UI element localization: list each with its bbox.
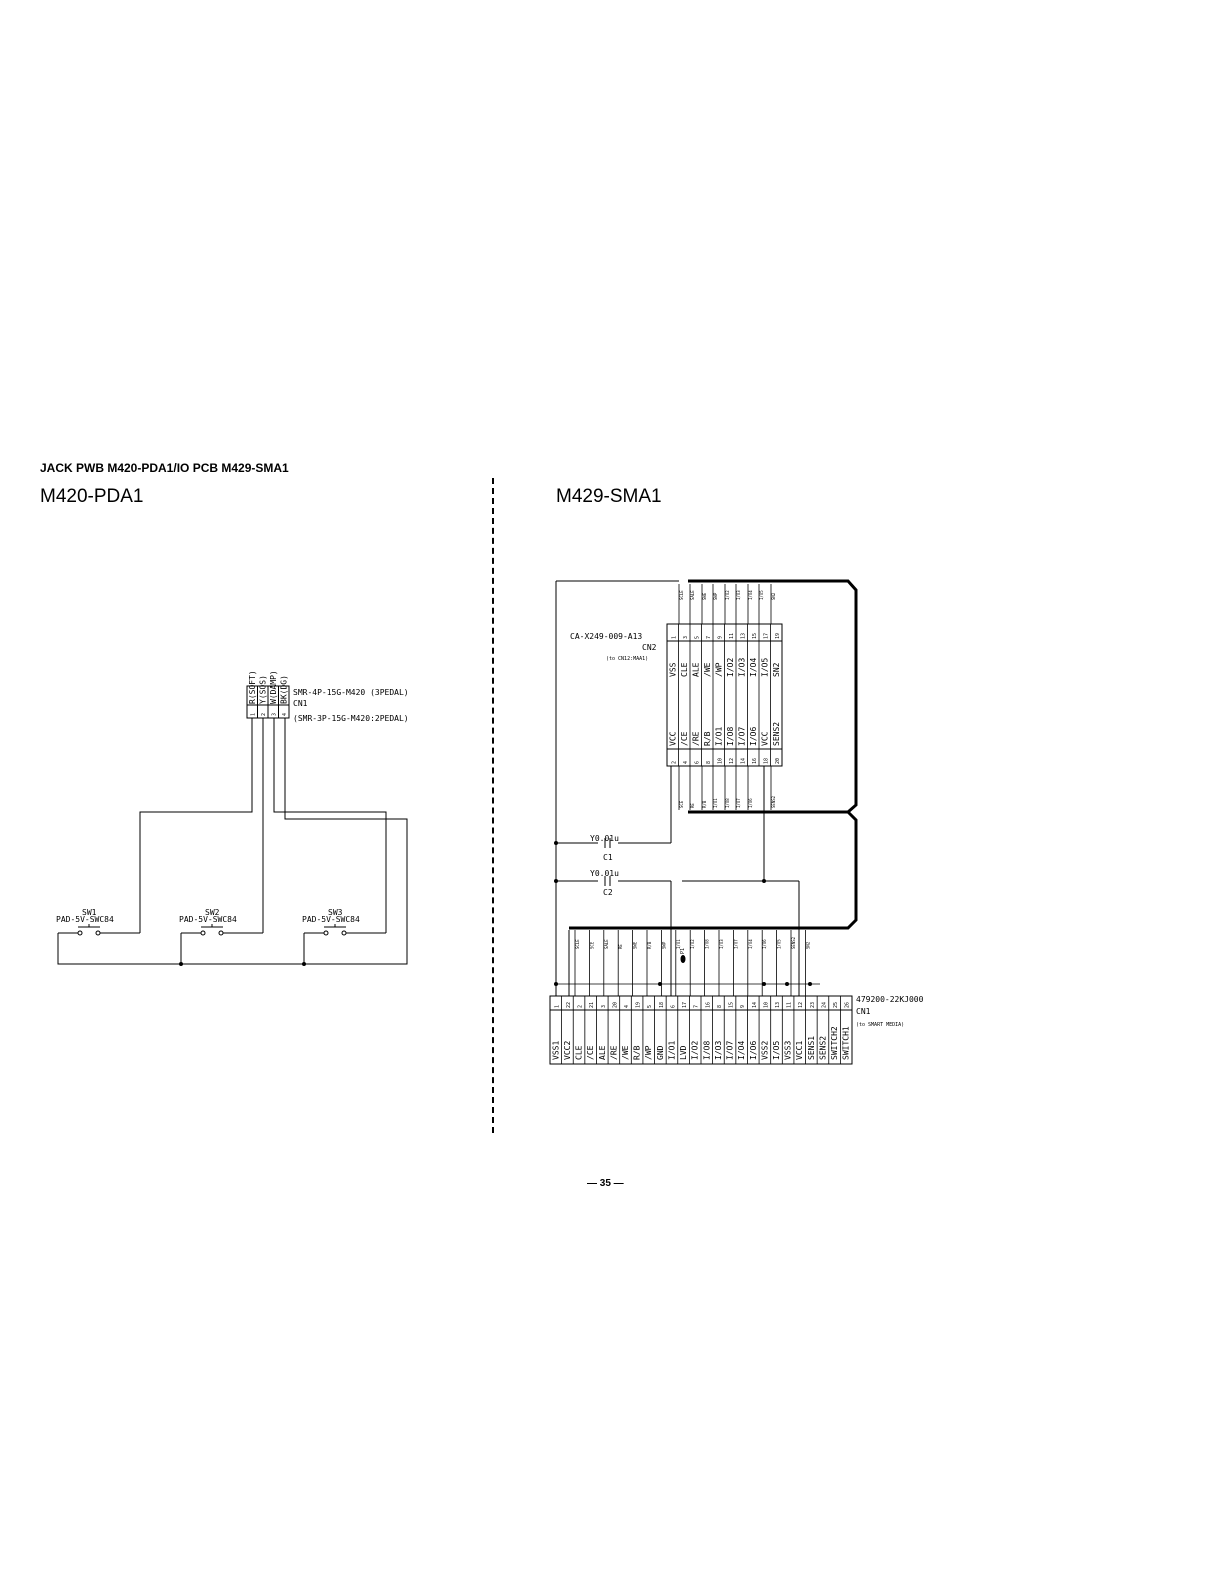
cn1-pin-label: /WP bbox=[644, 1045, 654, 1060]
cn2-bottom-net-label: I/O1 bbox=[713, 798, 718, 808]
cn1-net-label: SENS2 bbox=[791, 936, 796, 949]
left-cn1-alt-part: (SMR-3P-15G-M420:2PEDAL) bbox=[293, 714, 409, 723]
left-section-title: M420-PDA1 bbox=[40, 486, 144, 507]
cn2-bottom-pin-label: R/B bbox=[702, 731, 712, 746]
cn1-pin-num: 10 bbox=[763, 1001, 770, 1008]
probe-p1-label: P1 bbox=[680, 947, 686, 954]
sw2-ref: SW2 bbox=[205, 908, 220, 917]
sw3-ref: SW3 bbox=[328, 908, 343, 917]
cn1-pin-label: I/O5 bbox=[772, 1040, 781, 1060]
cn1-pin-num: 2 bbox=[577, 1004, 584, 1008]
c2-ref: C2 bbox=[603, 888, 613, 897]
cn1-net-label: I/O7 bbox=[733, 939, 739, 949]
cn2-top-pin-num: 7 bbox=[705, 635, 712, 639]
cn2-bottom-net-label: I/O6 bbox=[748, 798, 753, 808]
cn1-net-label: I/O5 bbox=[776, 939, 782, 949]
cn1-pin-label: GND bbox=[655, 1045, 665, 1060]
cn1-pin-num: 18 bbox=[658, 1001, 665, 1008]
cn1-pin-label: /RE bbox=[609, 1045, 619, 1060]
cn2-top-pin-label: /WP bbox=[714, 662, 724, 677]
cn1-pin-num: 25 bbox=[833, 1001, 840, 1008]
cn2-top-pin-num: 19 bbox=[774, 632, 781, 639]
cn2-ref: CN2 bbox=[642, 643, 657, 652]
cn2-top-pin-num: 9 bbox=[717, 635, 724, 639]
cn1-net-label: I/O2 bbox=[690, 939, 696, 949]
cn1-pin-num: 9 bbox=[740, 1004, 747, 1008]
cn1-net-label: SN2 bbox=[805, 941, 811, 949]
cn2-bottom-pin-label: SENS2 bbox=[771, 721, 781, 746]
c1-value: Y0.01u bbox=[590, 834, 619, 843]
cn1-net-label: SCE bbox=[589, 941, 595, 949]
cn2-bottom-net-label: RE bbox=[690, 803, 695, 808]
cn1-net-label: I/O4 bbox=[747, 939, 753, 949]
cn1-pin-label: VCC1 bbox=[795, 1040, 805, 1060]
cn1-net-label: I/O8 bbox=[704, 939, 710, 949]
left-cn1-pin2-num: 2 bbox=[261, 712, 267, 716]
sw1-ref: SW1 bbox=[82, 908, 97, 917]
cn1-pin-label: I/O6 bbox=[748, 1040, 758, 1060]
cn2-top-pin-label: ALE bbox=[691, 662, 701, 677]
cn1-pin-num: 3 bbox=[600, 1004, 607, 1008]
cn2-top-net-label: I/O2 bbox=[725, 590, 730, 600]
sw2-part: PAD-5V-SWC84 bbox=[179, 915, 237, 924]
left-cn1-pin2-label: Y(SOS) bbox=[258, 675, 268, 704]
left-cn1-pin3-label: W(DAMP) bbox=[269, 670, 278, 704]
cn2-top-pin-num: 13 bbox=[740, 632, 747, 639]
cn2-bottom-pin-num: 16 bbox=[751, 757, 758, 764]
cn2-bottom-pin-num: 10 bbox=[717, 757, 724, 764]
cn2-top-pin-label: /WE bbox=[702, 662, 712, 677]
c2-value: Y0.01u bbox=[590, 869, 619, 878]
cn2-top-net-label: SWP bbox=[713, 592, 718, 600]
cn2-bottom-pin-num: 18 bbox=[763, 757, 770, 764]
cn1-net-label: I/O3 bbox=[719, 939, 724, 949]
cn1-pin-num: 26 bbox=[844, 1001, 851, 1008]
cn2-top-pin-num: 5 bbox=[694, 635, 701, 639]
cn1-pin-label: CLE bbox=[574, 1045, 584, 1060]
cn1-net-label: SWP bbox=[661, 941, 667, 949]
cn2-top-pin-label: I/O5 bbox=[760, 657, 770, 677]
cn2-top-pin-num: 3 bbox=[682, 635, 689, 639]
left-cn1-ref: CN1 bbox=[293, 699, 308, 708]
cn1-pin-label: ALE bbox=[597, 1045, 607, 1060]
cn1-pin-num: 6 bbox=[670, 1004, 677, 1008]
cn1-pin-num: 11 bbox=[786, 1001, 793, 1008]
cn2-bottom-net-label: I/O7 bbox=[736, 798, 741, 808]
cn1-pin-num: 7 bbox=[693, 1004, 700, 1008]
cn1-pin-label: VSS3 bbox=[783, 1040, 793, 1060]
cn2-bottom-net-label: R/B bbox=[702, 800, 707, 808]
cn1-pin-num: 20 bbox=[612, 1001, 619, 1008]
right-section-title: M429-SMA1 bbox=[556, 486, 662, 507]
cn1-pin-label: I/O8 bbox=[702, 1040, 712, 1060]
right-static-wiring bbox=[550, 581, 852, 1064]
cn1-pin-label: LVD bbox=[679, 1045, 689, 1060]
left-cn1-pin1-num: 1 bbox=[250, 712, 257, 716]
cn2-bottom-pin-num: 6 bbox=[694, 760, 701, 764]
cn1-connector bbox=[551, 930, 850, 1064]
cn2-top-pin-num: 15 bbox=[751, 632, 758, 639]
cn1-pin-label: VSS2 bbox=[760, 1040, 770, 1060]
cn1-net-label: SCLE bbox=[575, 939, 580, 949]
cn2-top-net-label: SWE bbox=[702, 592, 707, 600]
cn1-pin-num: 19 bbox=[635, 1001, 642, 1008]
cn2-bottom-net-label: I/O8 bbox=[725, 798, 730, 808]
cn1-pin-num: 15 bbox=[728, 1001, 735, 1008]
sw3-part: PAD-5V-SWC84 bbox=[302, 915, 360, 924]
cn2-bottom-pin-label: I/O7 bbox=[737, 726, 747, 746]
cn1-pin-num: 17 bbox=[682, 1001, 689, 1008]
cn2-top-net-label: SALE bbox=[690, 590, 695, 600]
left-cn1-part: SMR-4P-15G-M420 (3PEDAL) bbox=[293, 688, 409, 697]
cn2-top-pin-label: VSS bbox=[668, 662, 678, 677]
cn1-part: 479200-22KJ000 bbox=[856, 995, 924, 1004]
right-junctions bbox=[554, 841, 812, 986]
cn2-part: CA-X249-009-A13 bbox=[570, 632, 643, 641]
cn1-pin-label: SWITCH1 bbox=[841, 1026, 851, 1060]
switch-sw1 bbox=[58, 924, 140, 935]
cn1-pin-num: 21 bbox=[589, 1001, 596, 1008]
cn1-pin-num: 8 bbox=[716, 1004, 723, 1008]
cn1-pin-label: I/O2 bbox=[690, 1040, 700, 1060]
cn2-top-pin-label: I/O4 bbox=[748, 657, 758, 677]
cn1-pin-num: 23 bbox=[809, 1001, 816, 1008]
cn2-top-net-label: SCLE bbox=[679, 590, 684, 600]
cn2-note: (to CN12:MAA1) bbox=[606, 656, 649, 662]
cn2-top-pin-num: 17 bbox=[763, 632, 770, 639]
cn2-bottom-pin-num: 4 bbox=[682, 760, 689, 764]
cn1-pin-num: 16 bbox=[705, 1001, 712, 1008]
cn1-pin-label: I/O7 bbox=[725, 1040, 735, 1060]
cn2-top-pin-label: SN2 bbox=[771, 662, 781, 677]
cn1-pin-num: 12 bbox=[798, 1001, 805, 1008]
cn1-net-label: R/B bbox=[647, 941, 652, 949]
cn2-top-net-label: I/O5 bbox=[759, 590, 764, 600]
cn2-bottom-pin-label: /CE bbox=[679, 731, 689, 746]
cn2-bottom-pin-num: 12 bbox=[728, 757, 735, 764]
cn1-net-label: I/O6 bbox=[762, 939, 768, 949]
cn1-pin-label: /WE bbox=[621, 1045, 630, 1060]
cn2-bottom-pin-label: VCC bbox=[760, 731, 770, 746]
cn1-net-label: SWE bbox=[632, 941, 638, 949]
cn2-bottom-pin-label: /RE bbox=[691, 731, 701, 746]
cn2-top-pin-label: I/O3 bbox=[737, 657, 747, 677]
cn1-pin-num: 14 bbox=[751, 1001, 758, 1008]
cn1-pin-num: 4 bbox=[624, 1004, 630, 1008]
left-cn1-pin1-label: R(SOFT) bbox=[248, 670, 257, 704]
left-cn1-pin4-label: BK(DG) bbox=[279, 675, 289, 704]
cn1-pin-label: SENS2 bbox=[818, 1035, 828, 1060]
left-cn1-pin4-num: 4 bbox=[282, 712, 288, 716]
cn1-pin-label: SWITCH2 bbox=[830, 1026, 840, 1060]
cn2-bottom-net-label: SENS2 bbox=[771, 795, 776, 808]
cn1-pin-num: 5 bbox=[647, 1004, 654, 1008]
cn2-bottom-pin-label: VCC bbox=[668, 731, 678, 746]
cn2-top-pin-label: I/O2 bbox=[725, 657, 735, 677]
cn2-top-pin-label: CLE bbox=[679, 662, 689, 677]
cn1-pin-label: I/O4 bbox=[737, 1040, 747, 1060]
cn2-top-net-label: I/O3 bbox=[736, 590, 741, 600]
cn2-top-net-label: SN2 bbox=[771, 592, 776, 600]
cn2-bottom-pin-num: 8 bbox=[705, 760, 712, 764]
cn1-pin-label: I/O3 bbox=[713, 1040, 723, 1060]
cn2-bottom-pin-label: I/O1 bbox=[714, 726, 724, 746]
cn1-pin-num: 13 bbox=[775, 1001, 781, 1008]
switch-sw3 bbox=[304, 924, 386, 935]
left-wires bbox=[58, 718, 407, 964]
cn1-pin-num: 22 bbox=[565, 1001, 572, 1008]
left-cn1-pin3-num: 3 bbox=[271, 712, 278, 716]
cn2-top-pin-num: 1 bbox=[671, 635, 678, 639]
page-header: JACK PWB M420-PDA1/IO PCB M429-SMA1 bbox=[40, 461, 289, 475]
c1-ref: C1 bbox=[603, 853, 613, 862]
cn1-pin-label: I/O1 bbox=[667, 1040, 677, 1060]
cn2-bottom-pin-num: 2 bbox=[671, 760, 678, 764]
cn1-net-label: SALE bbox=[603, 939, 609, 949]
cn1-pin-num: 24 bbox=[821, 1001, 828, 1008]
cn1-net-label: I/O1 bbox=[675, 939, 681, 949]
cn2-bottom-pin-num: 14 bbox=[740, 757, 747, 764]
cn2-bottom-net-label: SCE bbox=[679, 800, 684, 808]
cn2-top-net-label: I/O4 bbox=[748, 590, 753, 600]
cn1-pin-label: SENS1 bbox=[806, 1035, 816, 1060]
cn2-top-pin-num: 11 bbox=[728, 632, 735, 639]
cn1-pin-label: VSS1 bbox=[551, 1040, 561, 1060]
cn1-pin-num: 1 bbox=[554, 1004, 561, 1008]
cn2-bottom-pin-num: 20 bbox=[774, 757, 781, 764]
cn1-pin-label: VCC2 bbox=[562, 1040, 572, 1060]
sw1-part: PAD-5V-SWC84 bbox=[56, 915, 114, 924]
cn2-bottom-pin-label: I/O8 bbox=[725, 726, 735, 746]
cn1-pin-label: /CE bbox=[586, 1045, 596, 1060]
cn1-note: (to SMART MEDIA) bbox=[856, 1022, 905, 1028]
cn1-pin-label: R/B bbox=[632, 1045, 642, 1060]
cn2-bottom-pin-label: I/O6 bbox=[748, 726, 758, 746]
switch-sw2 bbox=[181, 924, 263, 935]
cn1-net-label: RE bbox=[618, 944, 624, 949]
cn1-ref: CN1 bbox=[856, 1007, 871, 1016]
page-number: — 35 — bbox=[587, 1178, 624, 1189]
